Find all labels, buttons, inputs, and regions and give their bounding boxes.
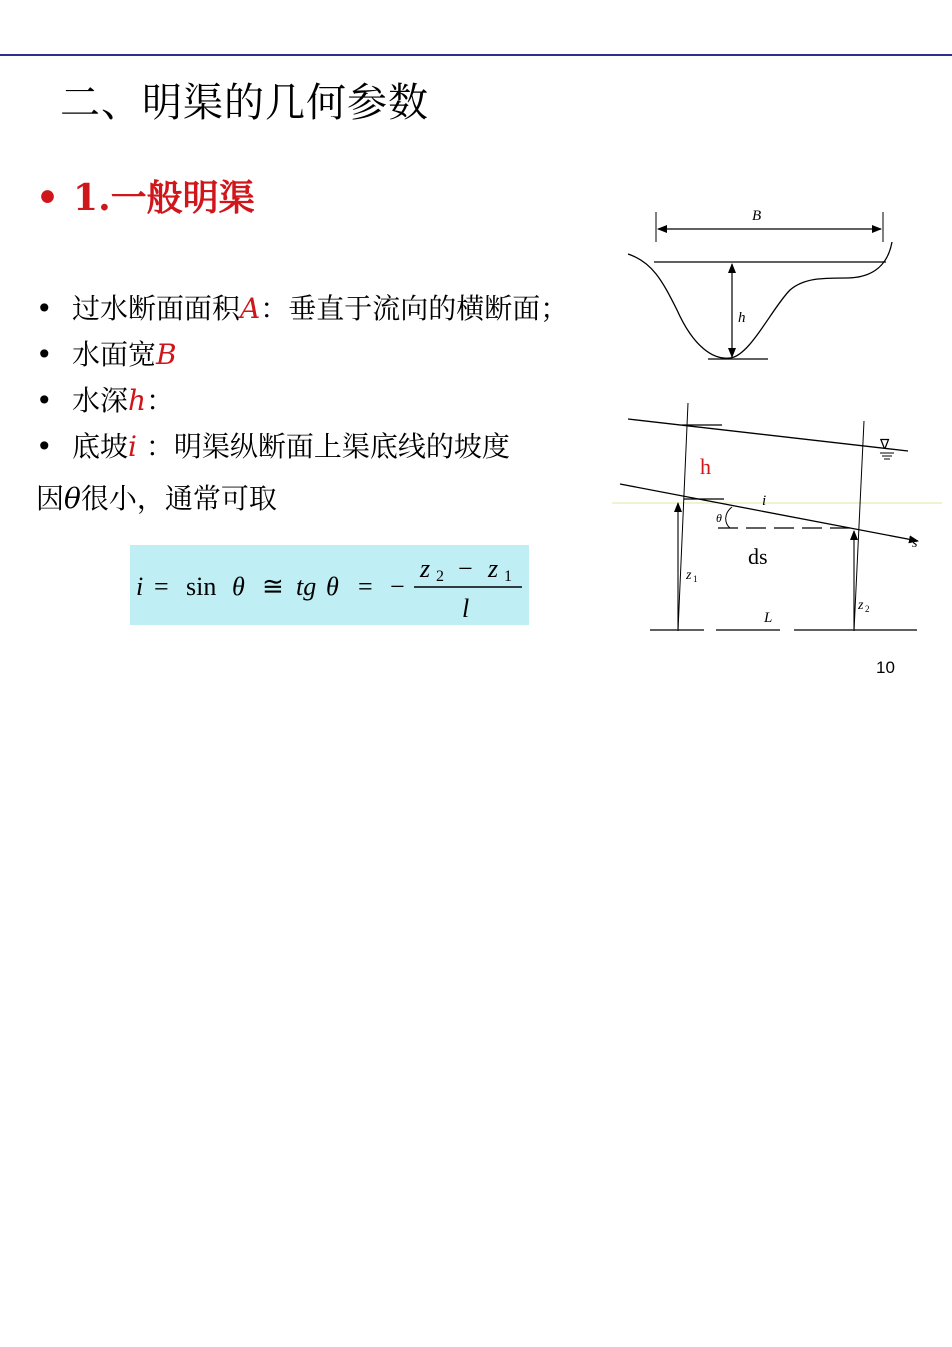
- numerator-z2: z: [420, 554, 431, 583]
- note-suffix: 很小，通常可取: [80, 482, 277, 515]
- page-number: 10: [876, 658, 895, 677]
- item-suffix: ：: [146, 384, 175, 417]
- formula-approx: ≅: [262, 572, 284, 601]
- list-item: [36, 424, 568, 470]
- water-surface-line: [628, 419, 908, 451]
- bullet: •: [36, 338, 53, 371]
- heading-text: 1.一般明渠: [73, 177, 255, 219]
- numerator-sub2: 2: [436, 568, 444, 585]
- approximation-note: [36, 476, 277, 522]
- bullet: •: [36, 430, 53, 463]
- slope-formula: [130, 545, 529, 625]
- item-prefix: 水面宽: [72, 338, 157, 371]
- formula-tg: tg: [296, 572, 317, 601]
- channel-bed-line: [620, 484, 918, 541]
- item-suffix: ：明渠纵断面上渠底线的坡度: [136, 430, 510, 463]
- formula-eq1: =: [154, 572, 169, 601]
- label-z1-sub: 1: [693, 574, 698, 584]
- definition-list: [36, 286, 568, 470]
- angle-arc: [726, 507, 732, 528]
- cross-section-diagram: [622, 198, 902, 368]
- item-symbol: h: [128, 384, 147, 417]
- label-theta: θ: [716, 511, 722, 525]
- label-z2-sub: 2: [865, 604, 870, 614]
- formula-lhs: i: [136, 572, 144, 601]
- longitudinal-diagram: [612, 395, 942, 640]
- item-symbol: B: [156, 338, 177, 371]
- label-z2: z: [858, 598, 864, 613]
- formula-minus: −: [390, 572, 405, 601]
- label-L: L: [764, 610, 773, 626]
- label-s: s: [912, 536, 918, 551]
- item-symbol: i: [128, 430, 137, 463]
- note-prefix: 因: [36, 482, 65, 515]
- formula-theta2: θ: [326, 572, 339, 601]
- bullet: •: [36, 292, 53, 325]
- water-level-symbol: ∇: [880, 438, 890, 453]
- channel-bed: [628, 242, 892, 358]
- label-h: h: [700, 454, 711, 479]
- bullet: •: [36, 384, 53, 417]
- formula-eq2: =: [358, 572, 373, 601]
- numerator-sub1: 1: [504, 568, 512, 585]
- numerator-op: −: [458, 554, 473, 583]
- formula-sin: sin: [186, 572, 217, 601]
- formula-box: [130, 545, 529, 625]
- item-prefix: 水深: [72, 384, 129, 417]
- section-line-left: [678, 403, 688, 631]
- section-heading: [36, 174, 255, 222]
- list-item: [36, 332, 568, 378]
- item-suffix: ：垂直于流向的横断面；: [260, 292, 569, 325]
- list-item: [36, 286, 568, 332]
- page-title: 二、明渠的几何参数: [60, 80, 429, 126]
- heading-bullet: •: [36, 177, 60, 219]
- denominator-l: l: [462, 594, 470, 623]
- label-i: i: [762, 493, 767, 509]
- label-width: B: [752, 208, 762, 224]
- top-rule: [0, 54, 952, 56]
- label-ds: ds: [748, 544, 768, 569]
- formula-theta1: θ: [232, 572, 245, 601]
- item-prefix: 过水断面面积: [72, 292, 241, 325]
- item-symbol: A: [240, 292, 261, 325]
- note-symbol: θ: [64, 482, 81, 515]
- list-item: [36, 378, 568, 424]
- item-prefix: 底坡: [72, 430, 129, 463]
- numerator-z1: z: [488, 554, 499, 583]
- label-depth: h: [738, 310, 746, 326]
- label-z1: z: [686, 568, 692, 583]
